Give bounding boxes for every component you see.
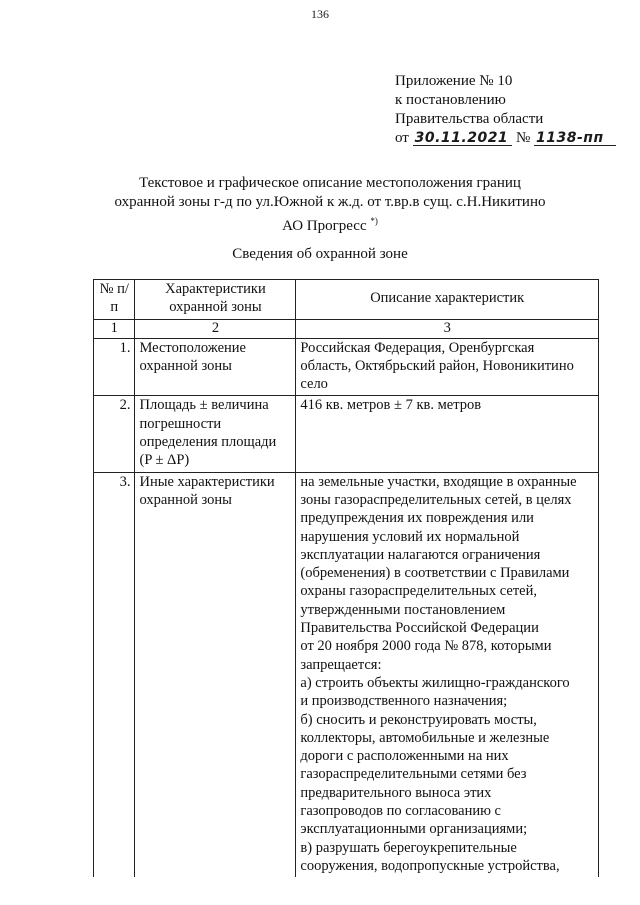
description-line: 416 кв. метров ± 7 кв. метров bbox=[300, 397, 482, 414]
description-line: и производственного назначения; bbox=[300, 693, 508, 710]
table-header-row bbox=[94, 280, 599, 320]
title-company: АО Прогресс bbox=[282, 218, 367, 234]
description-line: предварительного выноса этих bbox=[300, 784, 492, 801]
row-number: 3. bbox=[94, 472, 135, 877]
document-title bbox=[60, 174, 600, 236]
handwritten-date: 30.11.2021 bbox=[413, 131, 513, 146]
appendix-block bbox=[395, 72, 616, 148]
description-line: (обременения) в соответствии с Правилами bbox=[300, 565, 570, 582]
description-line: охраны газораспределительных сетей, bbox=[300, 583, 538, 600]
appendix-line-government: Правительства области bbox=[395, 111, 544, 127]
description-line: село bbox=[300, 376, 328, 393]
row-characteristic: Площадь ± величина погрешности определения площади (P ± ΔP) bbox=[135, 396, 296, 472]
description-line: на земельные участки, входящие в охранные bbox=[300, 473, 577, 490]
row-description bbox=[296, 396, 599, 472]
description-line: газораспределительными сетями без bbox=[300, 766, 527, 783]
zone-info-table bbox=[93, 279, 599, 877]
table-row bbox=[94, 338, 599, 396]
title-line-2: охранной зоны г-д по ул.Южной к ж.д. от т.вр.в сущ. с.Н.Никитино bbox=[114, 194, 546, 210]
description-line: дороги с расположенными на них bbox=[300, 748, 509, 765]
description-line: область, Октябрьский район, Новоникитино bbox=[300, 357, 574, 374]
appendix-title: Приложение № 10 bbox=[395, 73, 513, 89]
appendix-line-resolution: к постановлению bbox=[395, 92, 506, 108]
description-line: а) строить объекты жилищно-гражданского bbox=[300, 674, 570, 691]
description-line: от 20 ноября 2000 года № 878, которыми bbox=[300, 638, 552, 655]
row-characteristic: Местоположение охранной зоны bbox=[135, 338, 296, 396]
description-line: зоны газораспределительных сетей, в целях bbox=[300, 491, 572, 508]
table-row bbox=[94, 396, 599, 472]
title-line-1: Текстовое и графическое описание местоположения границ bbox=[139, 175, 521, 191]
description-line: утвержденными постановлением bbox=[300, 601, 506, 618]
description-line: коллекторы, автомобильные и железные bbox=[300, 729, 550, 746]
description-line: предупреждения их повреждения или bbox=[300, 510, 534, 527]
header-number: № п/п bbox=[94, 280, 135, 320]
table-row bbox=[94, 472, 599, 877]
description-line: газопроводов по согласованию с bbox=[300, 803, 501, 820]
number-sign: № bbox=[515, 130, 531, 146]
description-line: б) сносить и реконструировать мосты, bbox=[300, 711, 537, 728]
col-number-3: 3 bbox=[296, 319, 599, 338]
description-line: в) разрушать берегоукрепительные bbox=[300, 839, 517, 856]
appendix-date-line bbox=[395, 129, 616, 148]
row-number: 2. bbox=[94, 396, 135, 472]
col-number-2: 2 bbox=[135, 319, 296, 338]
section-subtitle: Сведения об охранной зоне bbox=[232, 246, 408, 262]
title-line-3 bbox=[60, 212, 600, 236]
description-line: запрещается: bbox=[300, 656, 382, 673]
row-characteristic: Иные характеристики охранной зоны bbox=[135, 472, 296, 877]
page-number: 136 bbox=[311, 7, 329, 21]
row-number: 1. bbox=[94, 338, 135, 396]
description-line: сооружения, водопропускные устройства, bbox=[300, 857, 560, 874]
date-prefix: от bbox=[395, 130, 409, 146]
description-line: Российская Федерация, Оренбургская bbox=[300, 339, 535, 356]
col-number-1: 1 bbox=[94, 319, 135, 338]
row-description bbox=[296, 472, 599, 877]
description-line: эксплуатационными организациями; bbox=[300, 821, 528, 838]
description-line: Правительства Российской Федерации bbox=[300, 620, 539, 637]
footnote-mark: *) bbox=[370, 216, 378, 226]
column-number-row bbox=[94, 319, 599, 338]
row-description bbox=[296, 338, 599, 396]
description-line: эксплуатации налагаются ограничения bbox=[300, 546, 541, 563]
handwritten-number: 1138-пп bbox=[534, 131, 616, 146]
header-characteristic: Характеристики охранной зоны bbox=[135, 280, 296, 320]
description-line: нарушения условий их нормальной bbox=[300, 528, 520, 545]
header-description: Описание характеристик bbox=[296, 280, 599, 320]
